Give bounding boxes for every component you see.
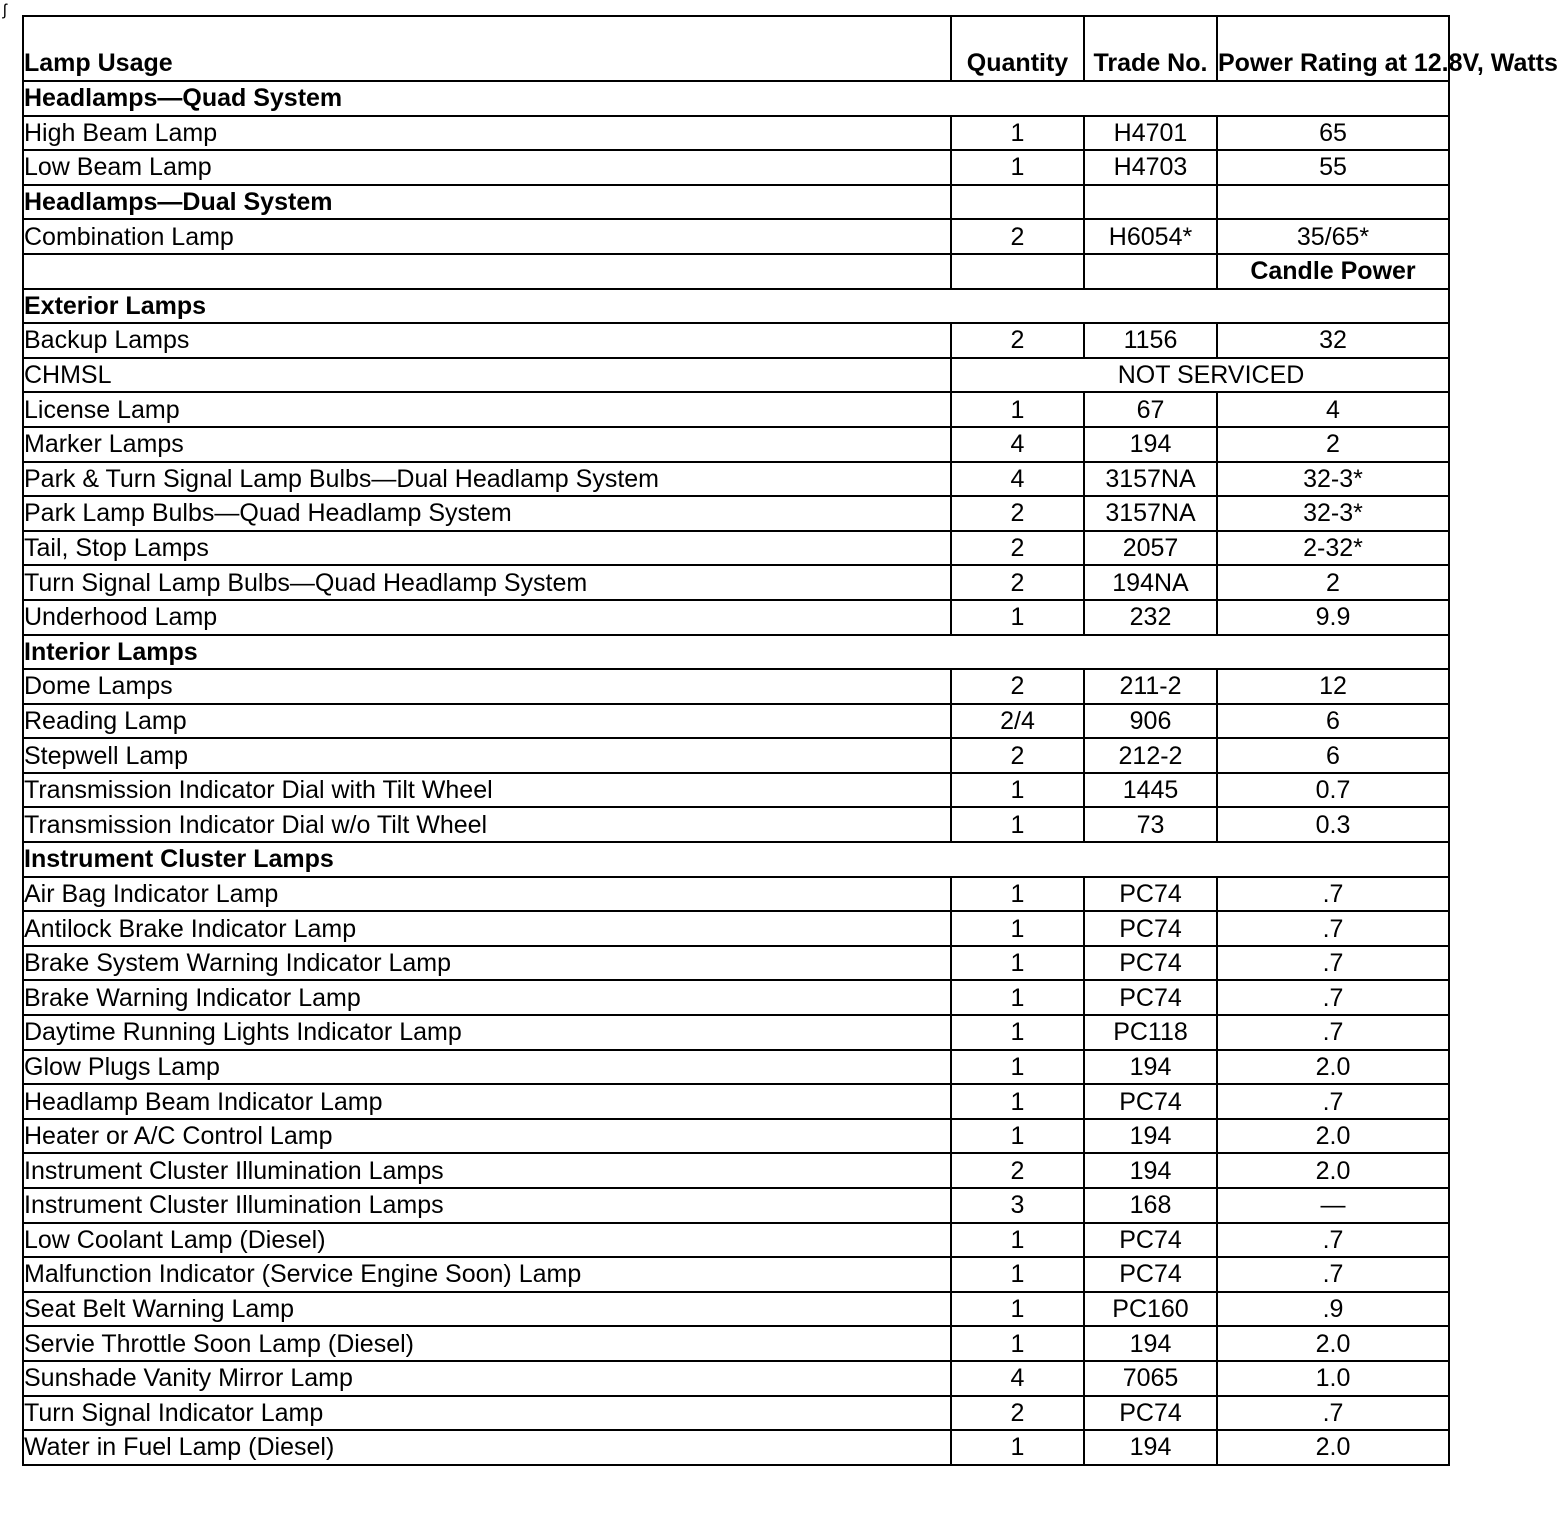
quantity-cell: 3 [951, 1188, 1084, 1223]
trade-no-cell: 194 [1084, 1119, 1217, 1154]
power-cell [1217, 185, 1449, 220]
lamp-usage-cell: Turn Signal Indicator Lamp [23, 1396, 951, 1431]
lamp-usage-cell: Transmission Indicator Dial w/o Tilt Wheel [23, 807, 951, 842]
quantity-cell: 1 [951, 877, 1084, 912]
power-cell: .7 [1217, 911, 1449, 946]
table-row [23, 600, 1449, 635]
power-cell: 4 [1217, 392, 1449, 427]
quantity-cell: 1 [951, 1292, 1084, 1327]
quantity-cell [951, 185, 1084, 220]
lamp-usage-cell: Underhood Lamp [23, 600, 951, 635]
section-row [23, 185, 1449, 220]
margin-mark-top: ʃ [3, 2, 7, 19]
quantity-cell: 4 [951, 462, 1084, 497]
trade-no-cell: 194NA [1084, 565, 1217, 600]
table-row [23, 1361, 1449, 1396]
quantity-cell: 1 [951, 600, 1084, 635]
lamp-usage-cell: Turn Signal Lamp Bulbs—Quad Headlamp System [23, 565, 951, 600]
power-cell: .7 [1217, 1084, 1449, 1119]
table-row [23, 1188, 1449, 1223]
table-row [23, 531, 1449, 566]
lamp-usage-cell: Stepwell Lamp [23, 738, 951, 773]
lamp-usage-cell: Transmission Indicator Dial with Tilt Wheel [23, 773, 951, 808]
table-row [23, 946, 1449, 981]
power-cell: 2.0 [1217, 1119, 1449, 1154]
lamp-usage-cell: Antilock Brake Indicator Lamp [23, 911, 951, 946]
lamp-usage-cell: Combination Lamp [23, 219, 951, 254]
trade-no-cell: PC74 [1084, 1396, 1217, 1431]
power-cell: 0.7 [1217, 773, 1449, 808]
trade-no-cell: 67 [1084, 392, 1217, 427]
quantity-cell: 1 [951, 1257, 1084, 1292]
table-row [23, 704, 1449, 739]
quantity-cell: 1 [951, 980, 1084, 1015]
lamp-usage-cell: Instrument Cluster Illumination Lamps [23, 1188, 951, 1223]
trade-no-cell: 1445 [1084, 773, 1217, 808]
section-label: Headlamps—Quad System [23, 81, 1449, 116]
lamp-usage-cell: High Beam Lamp [23, 116, 951, 151]
lamp-usage-cell: Park Lamp Bulbs—Quad Headlamp System [23, 496, 951, 531]
trade-no-cell: PC74 [1084, 911, 1217, 946]
trade-no-cell: 906 [1084, 704, 1217, 739]
lamp-usage-cell: Heater or A/C Control Lamp [23, 1119, 951, 1154]
power-cell: 1.0 [1217, 1361, 1449, 1396]
power-cell: 35/65* [1217, 219, 1449, 254]
lamp-usage-cell: Low Coolant Lamp (Diesel) [23, 1223, 951, 1258]
quantity-cell [951, 254, 1084, 289]
trade-no-cell: 194 [1084, 1326, 1217, 1361]
quantity-cell: 1 [951, 1223, 1084, 1258]
lamp-usage-cell: Brake System Warning Indicator Lamp [23, 946, 951, 981]
power-cell: 55 [1217, 150, 1449, 185]
lamp-usage-cell: Servie Throttle Soon Lamp (Diesel) [23, 1326, 951, 1361]
table-row [23, 150, 1449, 185]
table-row [23, 877, 1449, 912]
power-cell: 2 [1217, 565, 1449, 600]
trade-no-cell: 211-2 [1084, 669, 1217, 704]
power-cell: — [1217, 1188, 1449, 1223]
lamp-usage-cell: Daytime Running Lights Indicator Lamp [23, 1015, 951, 1050]
not-serviced-cell [951, 358, 1449, 393]
quantity-cell: 1 [951, 1430, 1084, 1465]
table-row [23, 496, 1449, 531]
header-power-rating: Power Rating at 12.8V, Watts [1217, 16, 1449, 81]
table-row [23, 1223, 1449, 1258]
table-row [23, 1326, 1449, 1361]
quantity-cell: 4 [951, 427, 1084, 462]
quantity-cell: 2 [951, 1153, 1084, 1188]
power-cell: 12 [1217, 669, 1449, 704]
table-row [23, 462, 1449, 497]
power-cell: 32-3* [1217, 496, 1449, 531]
trade-no-cell: H4701 [1084, 116, 1217, 151]
table-row [23, 807, 1449, 842]
trade-no-cell: PC74 [1084, 1257, 1217, 1292]
table-row [23, 1430, 1449, 1465]
trade-no-cell: PC118 [1084, 1015, 1217, 1050]
trade-no-cell: 232 [1084, 600, 1217, 635]
quantity-cell: 2 [951, 219, 1084, 254]
trade-no-cell: 194 [1084, 1430, 1217, 1465]
trade-no-cell: PC74 [1084, 1223, 1217, 1258]
table-row [23, 323, 1449, 358]
table-row [23, 392, 1449, 427]
quantity-cell: 2 [951, 1396, 1084, 1431]
power-cell: 0.3 [1217, 807, 1449, 842]
quantity-cell: 1 [951, 946, 1084, 981]
table-row [23, 1084, 1449, 1119]
power-cell: .9 [1217, 1292, 1449, 1327]
trade-no-cell: 194 [1084, 427, 1217, 462]
power-cell: 2.0 [1217, 1326, 1449, 1361]
quantity-cell: 1 [951, 1119, 1084, 1154]
power-cell: .7 [1217, 946, 1449, 981]
lamp-usage-cell: Glow Plugs Lamp [23, 1050, 951, 1085]
trade-no-cell: 212-2 [1084, 738, 1217, 773]
table-row [23, 1396, 1449, 1431]
table-row [23, 1119, 1449, 1154]
table-row [23, 358, 1449, 393]
quantity-cell: 2 [951, 738, 1084, 773]
table-row [23, 911, 1449, 946]
trade-no-cell: PC74 [1084, 980, 1217, 1015]
power-cell: 2.0 [1217, 1153, 1449, 1188]
header-quantity: Quantity [951, 16, 1084, 81]
trade-no-cell: 194 [1084, 1153, 1217, 1188]
table-row [23, 427, 1449, 462]
table-row [23, 738, 1449, 773]
trade-no-cell: 168 [1084, 1188, 1217, 1223]
quantity-cell: 1 [951, 150, 1084, 185]
power-cell: 6 [1217, 738, 1449, 773]
lamp-usage-cell: Malfunction Indicator (Service Engine Soon) Lamp [23, 1257, 951, 1292]
trade-no-cell: H6054* [1084, 219, 1217, 254]
power-cell: 2.0 [1217, 1430, 1449, 1465]
lamp-usage-cell: Tail, Stop Lamps [23, 531, 951, 566]
trade-no-cell: PC74 [1084, 1084, 1217, 1119]
quantity-cell: 2/4 [951, 704, 1084, 739]
power-cell: 2 [1217, 427, 1449, 462]
section-label: Interior Lamps [23, 635, 1449, 670]
table-row [23, 565, 1449, 600]
trade-no-cell: H4703 [1084, 150, 1217, 185]
trade-no-cell: 3157NA [1084, 462, 1217, 497]
power-cell: .7 [1217, 1223, 1449, 1258]
quantity-cell: 1 [951, 1050, 1084, 1085]
trade-no-cell: 73 [1084, 807, 1217, 842]
power-cell: .7 [1217, 1396, 1449, 1431]
power-cell: .7 [1217, 877, 1449, 912]
lamp-usage-cell: Marker Lamps [23, 427, 951, 462]
section-label: Exterior Lamps [23, 289, 1449, 324]
table-row [23, 219, 1449, 254]
quantity-cell: 1 [951, 807, 1084, 842]
table-row [23, 1015, 1449, 1050]
subheader-row [23, 254, 1449, 289]
section-label: Headlamps—Dual System [23, 185, 951, 220]
lamp-specifications-table [22, 15, 1558, 1466]
lamp-usage-cell: Seat Belt Warning Lamp [23, 1292, 951, 1327]
quantity-cell: 1 [951, 1326, 1084, 1361]
quantity-cell: 2 [951, 531, 1084, 566]
trade-no-cell: 3157NA [1084, 496, 1217, 531]
lamp-usage-cell: Brake Warning Indicator Lamp [23, 980, 951, 1015]
lamp-usage-cell: Reading Lamp [23, 704, 951, 739]
section-label: Instrument Cluster Lamps [23, 842, 1449, 877]
lamp-usage-cell: CHMSL [23, 358, 951, 393]
table-row [23, 980, 1449, 1015]
power-cell: 2.0 [1217, 1050, 1449, 1085]
quantity-cell: 2 [951, 669, 1084, 704]
power-cell: 2-32* [1217, 531, 1449, 566]
quantity-cell: 1 [951, 911, 1084, 946]
trade-no-cell [1084, 254, 1217, 289]
quantity-cell: 1 [951, 116, 1084, 151]
trade-no-cell [1084, 185, 1217, 220]
trade-no-cell: PC160 [1084, 1292, 1217, 1327]
header-lamp-usage: Lamp Usage [23, 16, 951, 81]
section-row [23, 635, 1449, 670]
section-row [23, 81, 1449, 116]
quantity-cell: 2 [951, 323, 1084, 358]
section-row [23, 842, 1449, 877]
table-row [23, 1257, 1449, 1292]
table-row [23, 1050, 1449, 1085]
lamp-usage-cell: Water in Fuel Lamp (Diesel) [23, 1430, 951, 1465]
trade-no-cell: PC74 [1084, 946, 1217, 981]
power-cell: 32 [1217, 323, 1449, 358]
power-cell: 6 [1217, 704, 1449, 739]
lamp-usage-cell: Air Bag Indicator Lamp [23, 877, 951, 912]
lamp-usage-cell: Sunshade Vanity Mirror Lamp [23, 1361, 951, 1396]
lamp-usage-cell: License Lamp [23, 392, 951, 427]
quantity-cell: 1 [951, 1015, 1084, 1050]
trade-no-cell: 7065 [1084, 1361, 1217, 1396]
lamp-usage-cell: Dome Lamps [23, 669, 951, 704]
not-serviced-note: NOT SERVICED [1117, 361, 1305, 390]
table-row [23, 773, 1449, 808]
lamp-usage-cell: Park & Turn Signal Lamp Bulbs—Dual Headlamp System [23, 462, 951, 497]
quantity-cell: 4 [951, 1361, 1084, 1396]
trade-no-cell: PC74 [1084, 877, 1217, 912]
lamp-usage-cell: Low Beam Lamp [23, 150, 951, 185]
candle-power-header: Candle Power [1217, 254, 1449, 289]
table-header-row [23, 16, 1449, 81]
quantity-cell: 2 [951, 565, 1084, 600]
section-row [23, 289, 1449, 324]
header-trade-no: Trade No. [1084, 16, 1217, 81]
power-cell: 32-3* [1217, 462, 1449, 497]
table-row [23, 1153, 1449, 1188]
table-row [23, 116, 1449, 151]
trade-no-cell: 1156 [1084, 323, 1217, 358]
quantity-cell: 2 [951, 496, 1084, 531]
power-cell: .7 [1217, 1015, 1449, 1050]
power-cell: 65 [1217, 116, 1449, 151]
lamp-usage-cell: Headlamp Beam Indicator Lamp [23, 1084, 951, 1119]
lamp-usage-cell [23, 254, 951, 289]
quantity-cell: 1 [951, 392, 1084, 427]
trade-no-cell: 2057 [1084, 531, 1217, 566]
quantity-cell: 1 [951, 1084, 1084, 1119]
trade-no-cell: 194 [1084, 1050, 1217, 1085]
power-cell: .7 [1217, 980, 1449, 1015]
quantity-cell: 1 [951, 773, 1084, 808]
lamp-usage-cell: Instrument Cluster Illumination Lamps [23, 1153, 951, 1188]
table-row [23, 1292, 1449, 1327]
power-cell: 9.9 [1217, 600, 1449, 635]
table-body [23, 81, 1449, 1465]
lamp-usage-cell: Backup Lamps [23, 323, 951, 358]
table-row [23, 669, 1449, 704]
power-cell: .7 [1217, 1257, 1449, 1292]
